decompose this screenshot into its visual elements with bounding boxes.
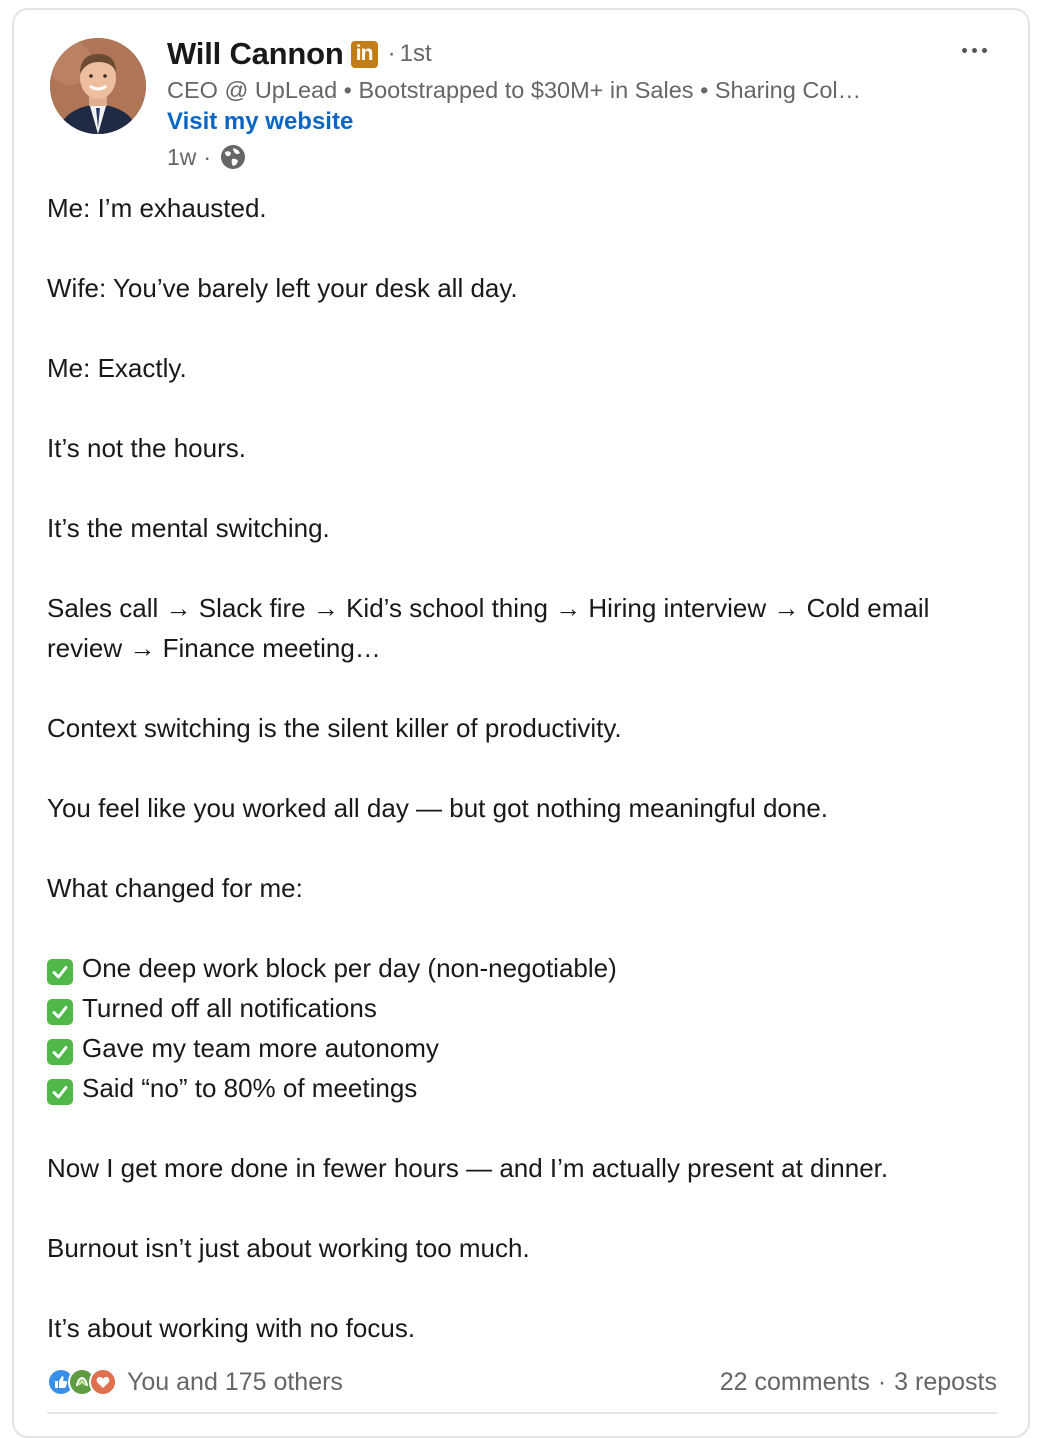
love-icon [89,1368,117,1396]
post-line: What changed for me: [47,873,303,903]
checklist-item-text: Said “no” to 80% of meetings [82,1073,418,1103]
post-line: It’s about working with no focus. [47,1313,416,1343]
checklist-item [47,1068,1007,1108]
check-mark-icon [47,999,73,1025]
social-counts [47,1362,997,1402]
checklist-item [47,988,1007,1028]
post-line: Now I get more done in fewer hours — and I’m actually present at dinner. [47,1153,889,1183]
post-line: Me: I’m exhausted. [47,193,267,223]
reactions-text[interactable]: You and 175 others [127,1367,343,1396]
linkedin-premium-badge-icon: in [351,41,378,68]
comments-reposts: 22 comments · 3 reposts [719,1367,997,1396]
checklist-item-text: Gave my team more autonomy [82,1033,439,1063]
globe-icon [219,143,247,171]
post-line: It’s the mental switching. [47,513,330,543]
reposts-count[interactable]: 3 reposts [894,1367,997,1396]
visit-website-link[interactable]: Visit my website [167,108,354,135]
comments-count[interactable]: 22 comments [719,1367,870,1396]
post-line: Me: Exactly. [47,353,187,383]
post-body [47,188,1007,1348]
checklist-item [47,948,1007,988]
author-name[interactable]: Will Cannon [167,36,344,71]
checklist-item-text: One deep work block per day (non-negotiable) [82,953,617,983]
check-mark-icon [47,1079,73,1105]
post-time: 1w [167,143,197,170]
connection-degree-label: 1st [399,40,432,67]
connection-degree: · 1st [387,40,432,67]
post-meta: 1w · [167,141,247,173]
post-line: Wife: You’ve barely left your desk all day. [47,273,518,303]
reactions-summary[interactable] [47,1368,343,1397]
author-avatar[interactable] [50,38,146,134]
more-options-icon[interactable] [954,36,994,64]
post-line: Sales call → Slack fire → Kid’s school thing → Hiring interview → Cold email review → Finance meeting… [47,593,930,663]
checklist-item [47,1028,1007,1068]
post-line: Burnout isn’t just about working too much. [47,1233,530,1263]
check-mark-icon [47,959,73,985]
checklist-item-text: Turned off all notifications [82,993,377,1023]
post-line: You feel like you worked all day — but got nothing meaningful done. [47,793,829,823]
author-headline: CEO @ UpLead • Bootstrapped to $30M+ in Sales • Sharing Col… [167,77,862,103]
check-mark-icon [47,1039,73,1065]
author-name-row [167,34,432,74]
post-line: It’s not the hours. [47,433,246,463]
post-line: Context switching is the silent killer of productivity. [47,713,622,743]
divider [47,1412,997,1414]
